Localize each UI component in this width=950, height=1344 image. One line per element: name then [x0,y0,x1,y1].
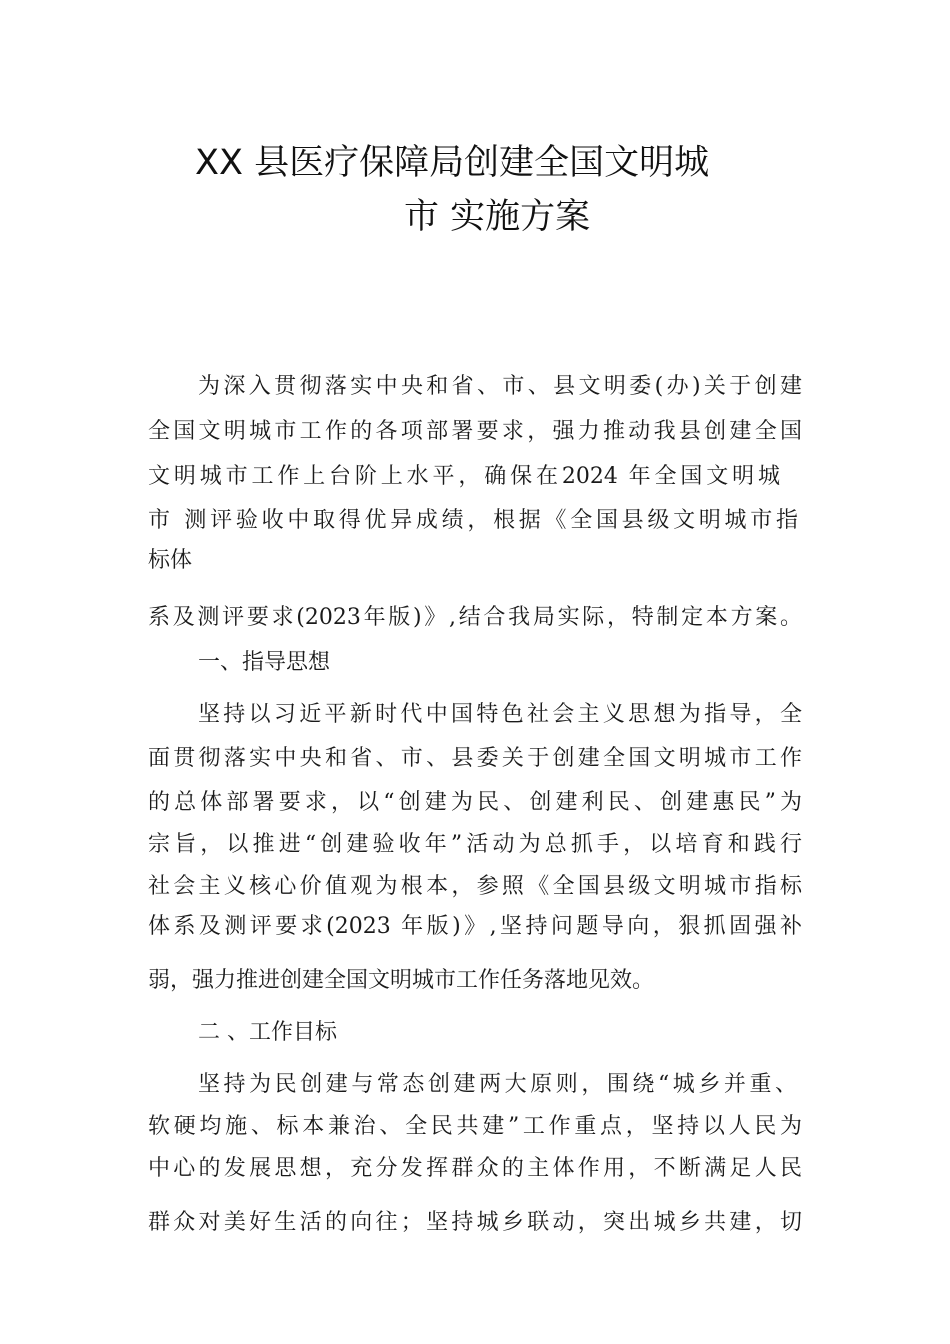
body-line: 坚持以习近平新时代中国特色社会主义思想为指导，全 [198,702,802,727]
body-line: 宗旨，以推进“创建验收年”活动为总抓手，以培育和践行 [148,832,802,857]
body-line: 市 测评验收中取得优异成绩，根据《全国县级文明城市指 [148,508,798,533]
body-line: 中心的发展思想，充分发挥群众的主体作用，不断满足人民 [148,1156,802,1181]
body-line: 体系及测评要求(2023 年版)》,坚持问题导向，狠抓固强补 [148,914,802,939]
body-line: 为深入贯彻落实中央和省、市、县文明委(办)关于创建 [198,374,802,399]
body-line: 面贯彻落实中央和省、市、县委关于创建全国文明城市工作 [148,746,802,771]
document-title-line-2: 市 实施方案 [404,197,591,237]
body-line: 全国文明城市工作的各项部署要求，强力推动我县创建全国 [148,419,802,444]
body-line: 文明城市工作上台阶上水平，确保在2024 年全国文明城 [148,464,780,489]
body-line: 标体 [148,548,193,573]
body-line: 群众对美好生活的向往；坚持城乡联动，突出城乡共建，切 [148,1210,802,1235]
body-line: 坚持为民创建与常态创建两大原则，围绕“城乡并重、 [198,1072,797,1097]
document-title-line-1: XX 县医疗保障局创建全国文明城 [195,143,710,183]
section-heading: 二 、工作目标 [198,1020,337,1045]
section-heading: 一、指导思想 [198,650,331,675]
body-line: 系及测评要求(2023年版)》,结合我局实际，特制定本方案。 [148,605,802,630]
body-line: 弱，强力推进创建全国文明城市工作任务落地见效。 [148,968,655,993]
body-line: 软硬均施、标本兼治、全民共建”工作重点，坚持以人民为 [148,1114,802,1139]
body-line: 社会主义核心价值观为根本，参照《全国县级文明城市指标 [148,874,802,899]
body-line: 的总体部署要求，以“创建为民、创建利民、创建惠民”为 [148,790,802,815]
